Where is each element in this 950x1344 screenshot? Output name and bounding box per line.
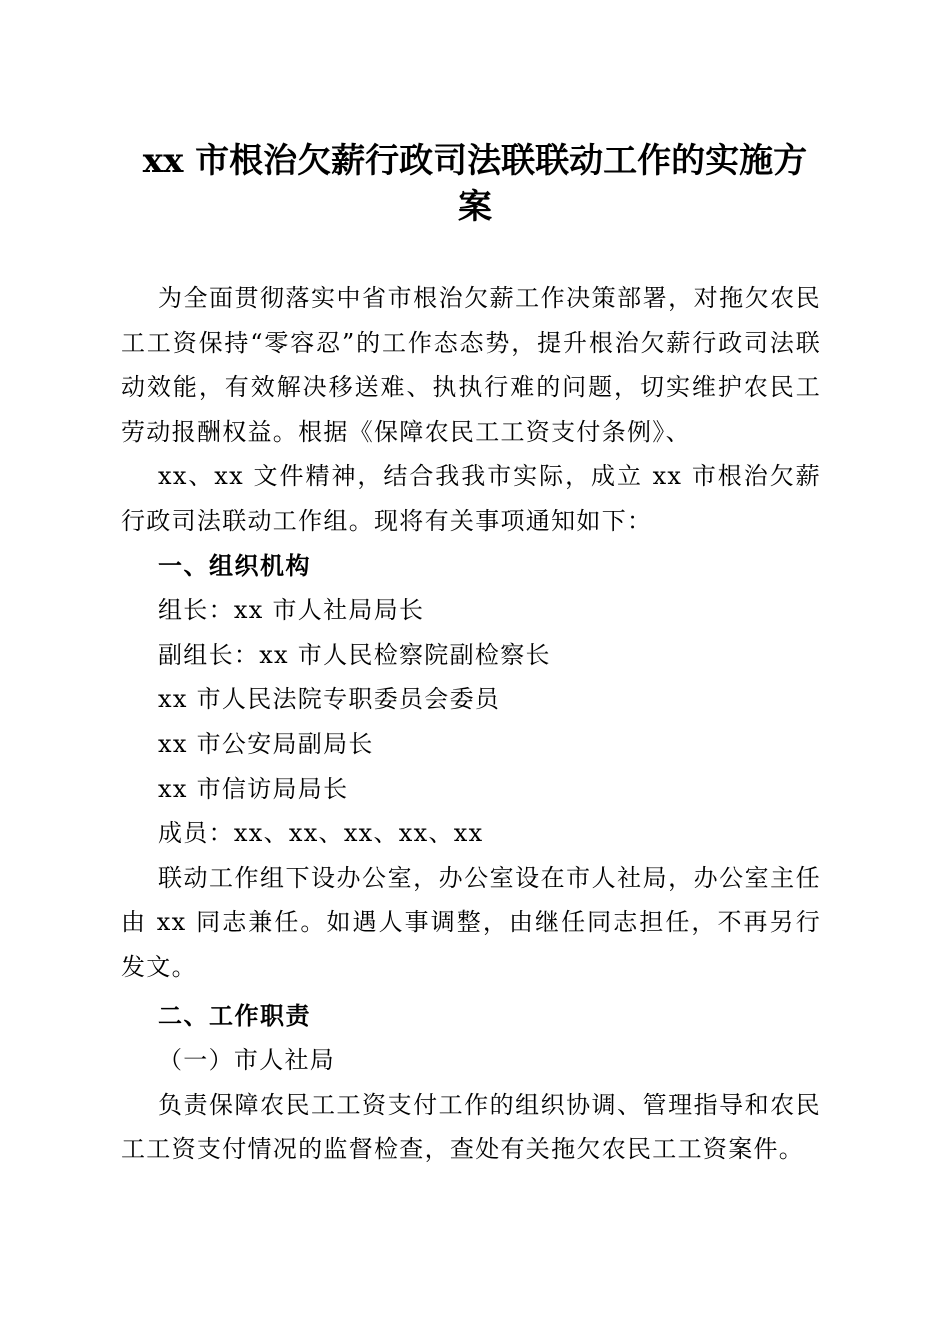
- deputy-leader-line-2: xx 市人民法院专职委员会委员: [158, 685, 501, 714]
- document-body: [121, 276, 821, 1172]
- intro-paragraph-2: xx、xx 文件精神，结合我我市实际，成立 xx 市根治欠薪行政司法联动工作组。现将有关事项通知如下：: [121, 462, 821, 535]
- subsection-heading-hrss: （一）市人社局: [158, 1046, 336, 1075]
- deputy-leader-line-3: xx 市公安局副局长: [158, 729, 374, 758]
- intro-paragraph: 为全面贯彻落实中省市根治欠薪工作决策部署，对拖欠农民工工资保持“零容忍”的工作态态势，提升根治欠薪行政司法联动效能，有效解决移送难、执执行难的问题，切实维护农民工劳动报酬权益。根据《保障农民工工资支付条例》、: [121, 284, 821, 446]
- members-line: 成员：xx、xx、xx、xx、xx: [158, 819, 484, 848]
- section-heading-organization: 一、组织机构: [158, 551, 311, 580]
- duty-paragraph: 负责保障农民工工资支付工作的组织协调、管理指导和农民工工资支付情况的监督检查，查处有关拖欠农民工工资案件。: [121, 1090, 821, 1164]
- section-heading-duties: 二、工作职责: [158, 1001, 311, 1030]
- leader-line: 组长：xx 市人社局局长: [158, 596, 425, 625]
- deputy-leader-line: 副组长：xx 市人民检察院副检察长: [158, 640, 551, 669]
- title-line-1: xx 市根治欠薪行政司法联联动工作的实施方: [142, 141, 808, 181]
- deputy-leader-line-4: xx 市信访局局长: [158, 774, 349, 803]
- office-paragraph: 联动工作组下设办公室，办公室设在市人社局，办公室主任由 xx 同志兼任。如遇人事调整，由继任同志担任，不再另行发文。: [121, 863, 821, 981]
- document-title: [120, 138, 830, 230]
- title-line-2: 案: [458, 187, 492, 227]
